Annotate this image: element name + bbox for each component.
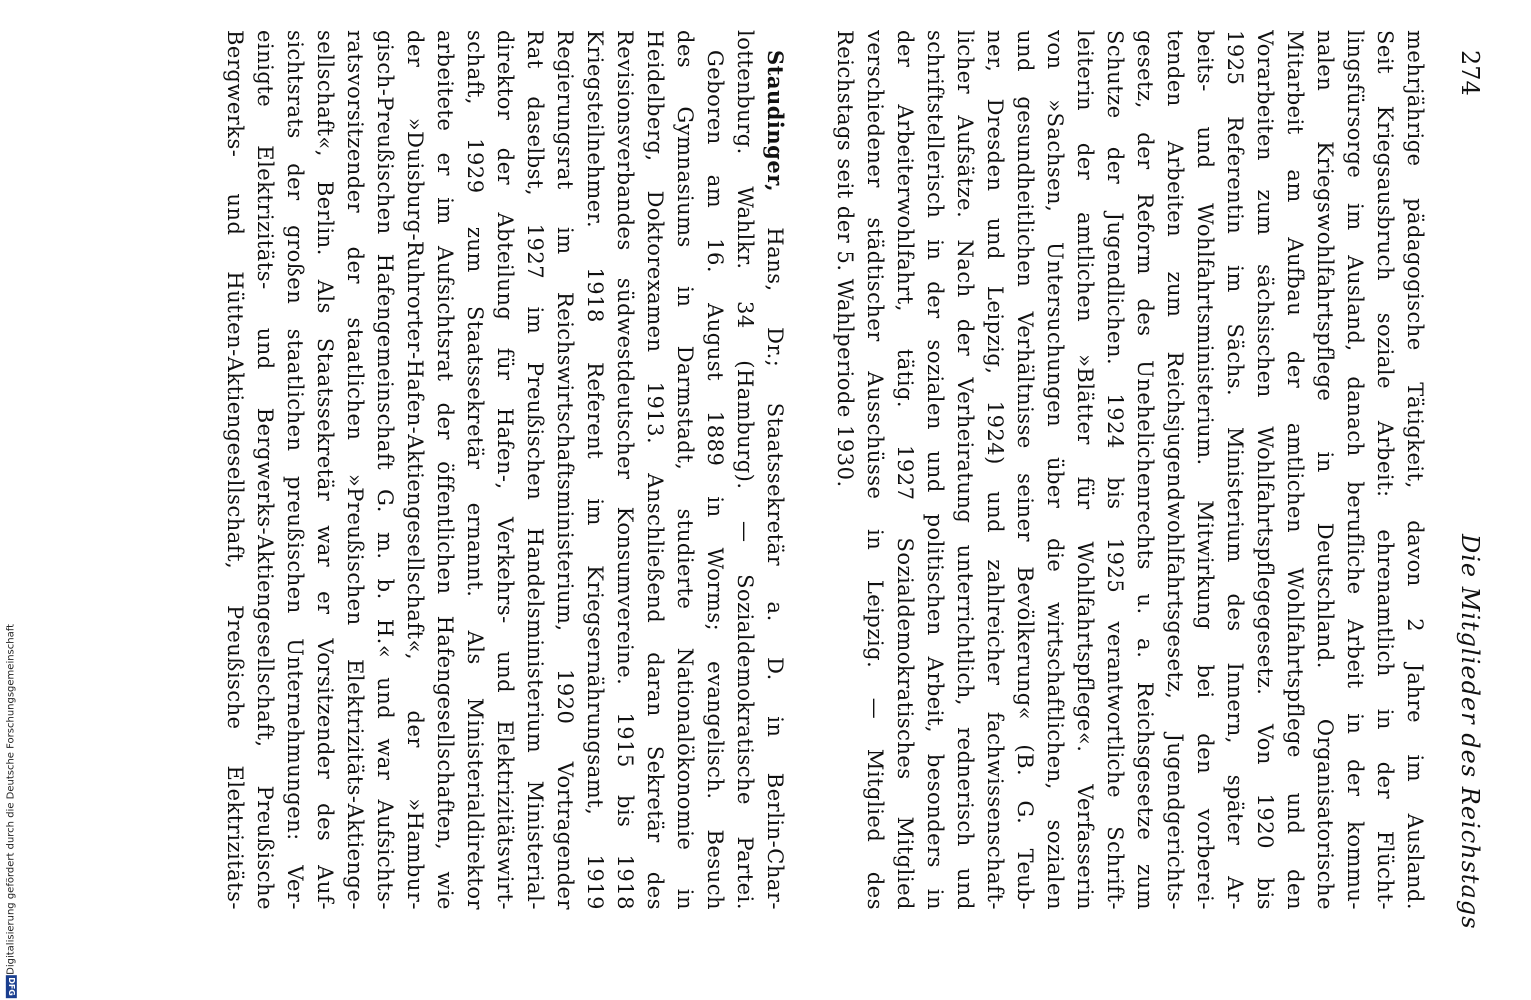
text-line: Rat daselbst, 1927 im Preußischen Handelsministerium Ministerial- (523, 30, 547, 910)
section-gap (790, 30, 830, 990)
entry-previous (830, 30, 1430, 990)
member-name: Staudinger, (763, 50, 788, 193)
text-line: von »Sachsen, Untersuchungen über die wirtschaftlichen, sozialen (1043, 30, 1067, 910)
page-number: 274 (1456, 50, 1484, 96)
credit-label: Digitalisierung gefördert durch die Deutsche Forschungsgemeinschaft (5, 623, 17, 975)
text-line: sichtsrats der großen staatlichen preußischen Unternehmungen: Ver- (283, 30, 307, 910)
text-line: Vorarbeiten zum sächsischen Wohlfahrtspflegegesetz. Von 1920 bis (1253, 30, 1277, 910)
entry-staudinger (220, 30, 790, 990)
text-line: Regierungsrat im Reichswirtschaftsministerium, 1920 Vortragender (553, 30, 577, 910)
text-line: des Gymnasiums in Darmstadt, studierte Nationalökonomie in (673, 30, 697, 910)
text-line: leiterin der amtlichen »Blätter für Wohlfahrtspflege«. Verfasserin (1073, 30, 1097, 910)
text-line: der »Duisburg-Ruhrorter-Hafen-Aktiengesellschaft«, der »Hambur- (403, 30, 427, 910)
text-line: verschiedener städtischer Ausschüsse in Leipzig. — Mitglied des (863, 30, 887, 910)
entry-heading-rest: Hans, Dr.; Staatssekretär a. D. in Berlin-Char- (763, 192, 787, 910)
page-header (1440, 50, 1500, 930)
text-line: arbeitete er im Aufsichtsrat der öffentlichen Hafengesellschaften, wie (433, 30, 457, 910)
text-line: gisch-Preußischen Hafengemeinschaft G. m. b. H.« und war Aufsichts- (373, 30, 397, 910)
entry-heading-line (760, 30, 790, 910)
text-line: schriftstellerisch in der sozialen und politischen Arbeit, besonders in (923, 30, 947, 910)
text-line: Bergwerks- und Hütten-Aktiengesellschaft, Preußische Elektrizitäts- (223, 30, 247, 910)
text-line: Schutze der Jugendlichen. 1924 bis 1925 verantwortliche Schrift- (1103, 30, 1127, 910)
text-line: beits- und Wohlfahrtsministerium. Mitwirkung bei den vorberei- (1193, 30, 1217, 910)
dfg-logo: DFG (6, 977, 16, 996)
text-line: schaft, 1929 zum Staatssekretär ernannt. Als Ministerialdirektor (463, 30, 487, 910)
text-line: und gesundheitlichen Verhältnisse seiner Bevölkerung« (B. G. Teub- (1013, 30, 1037, 910)
text-line: Geboren am 16. August 1889 in Worms; evangelisch. Besuch (703, 50, 727, 910)
text-line: licher Aufsätze. Nach der Verheiratung unterrichtlich, rednerisch und (953, 30, 977, 910)
text-line: Seit Kriegsausbruch soziale Arbeit: ehrenamtlich in der Flücht- (1373, 30, 1397, 910)
text-line: der Arbeiterwohlfahrt, tätig. 1927 Sozialdemokratisches Mitglied (893, 30, 917, 910)
text-line: ner, Dresden und Leipzig, 1924) und zahlreicher fachwissenschaft- (983, 30, 1007, 910)
running-title: Die Mitglieder des Reichstags (1456, 534, 1484, 930)
text-line: Revisionsverbandes südwestdeutscher Konsumvereine. 1915 bis 1918 (613, 30, 637, 910)
text-line: nalen Kriegswohlfahrtspflege in Deutschland. Organisatorische (1313, 30, 1337, 910)
text-line: gesetz, der Reform des Unehelichenrechts u. a. Reichsgesetze zum (1133, 30, 1157, 910)
text-line: 1925 Referentin im Sächs. Ministerium des Innern, später Ar- (1223, 30, 1247, 910)
text-line: ratsvorsitzender der staatlichen »Preußischen Elektrizitäts-Aktienge- (343, 30, 367, 910)
text-line: Heidelberg, Doktorexamen 1913. Anschließend daran Sekretär des (643, 30, 667, 910)
text-line: lingsfürsorge im Ausland, danach berufliche Arbeit in der kommu- (1343, 30, 1367, 910)
book-page (90, 30, 1500, 990)
text-line: lottenburg. Wahlkr. 34 (Hamburg). — Sozialdemokratische Partei. (733, 30, 757, 910)
credit-text (0, 623, 22, 996)
text-line: sellschaft«, Berlin. Als Staatssekretär war er Vorsitzender des Auf- (313, 30, 337, 910)
text-line: einigte Elektrizitäts- und Bergwerks-Aktiengesellschaft, Preußische (253, 30, 277, 910)
text-line: tenden Arbeiten zum Reichsjugendwohlfahrtsgesetz, Jugendgerichts- (1163, 30, 1187, 910)
text-line: mehrjährige pädagogische Tätigkeit, davon 2 Jahre im Ausland. (1403, 30, 1427, 910)
text-line: Kriegsteilnehmer. 1918 Referent im Kriegsernährungsamt, 1919 (583, 30, 607, 910)
margin-credit (0, 0, 22, 1000)
text-line: Reichstags seit der 5. Wahlperiode 1930. (833, 30, 857, 488)
text-line: Mitarbeit am Aufbau der amtlichen Wohlfahrtspflege und den (1283, 30, 1307, 910)
text-line: direktor der Abteilung für Hafen-, Verkehrs- und Elektrizitätswirt- (493, 30, 517, 910)
